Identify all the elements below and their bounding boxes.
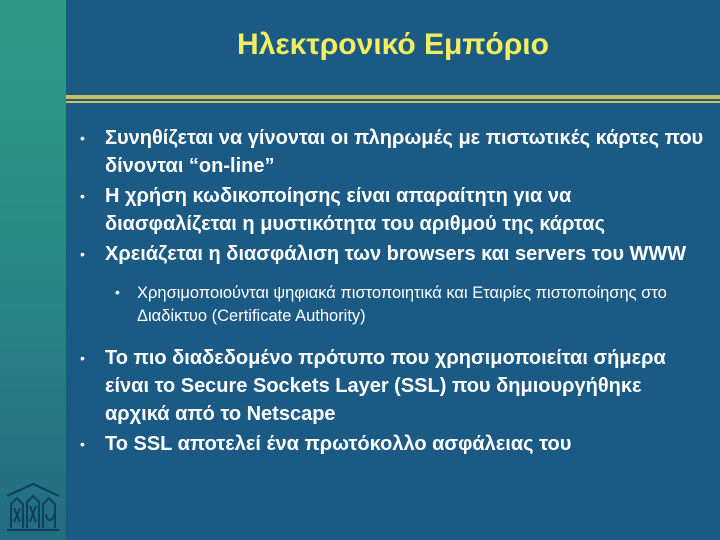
bullet-item bbox=[80, 344, 705, 428]
title-divider bbox=[66, 95, 720, 99]
building-logo-icon bbox=[4, 478, 62, 536]
bullet-item bbox=[80, 240, 705, 268]
bullet-text: Συνηθίζεται να γίνονται οι πληρωμές με πιστωτικές κάρτες που δίνονται “on-line” bbox=[105, 127, 704, 177]
bullet-text: Χρειάζεται η διασφάλιση των browsers και servers του WWW bbox=[105, 243, 687, 265]
sub-bullet-text: Χρησιμοποιούνται ψηφιακά πιστοποιητικά και Εταιρίες πιστοποίησης στο Διαδίκτυο (Certificate Authority) bbox=[137, 284, 667, 325]
bullet-text: Το SSL αποτελεί ένα πρωτόκολλο ασφάλειας του bbox=[105, 433, 572, 455]
bullet-dot: • bbox=[80, 188, 85, 204]
bullet-item bbox=[80, 124, 705, 180]
bullet-dot: • bbox=[115, 284, 120, 300]
bullet-dot: • bbox=[80, 246, 85, 262]
slide-title: Ηλεκτρονικό Εμπόριο bbox=[237, 28, 549, 61]
bullet-dot: • bbox=[80, 436, 85, 452]
bullet-dot: • bbox=[80, 130, 85, 146]
title-divider-thin bbox=[66, 101, 720, 103]
sub-bullet-item bbox=[115, 282, 705, 328]
left-band bbox=[0, 0, 66, 540]
bullet-item bbox=[80, 430, 705, 458]
bullet-item bbox=[80, 182, 705, 238]
bullet-text: Η χρήση κωδικοποίησης είναι απαραίτητη για να διασφαλίζεται η μυστικότητα του αριθμού της κάρτας bbox=[105, 185, 605, 235]
slide-body bbox=[80, 124, 705, 460]
bullet-dot: • bbox=[80, 350, 85, 366]
bullet-text: Το πιο διαδεδομένο πρότυπο που χρησιμοποιείται σήμερα είναι το Secure Sockets Layer (SSL) που δημιουργήθηκε αρχικά από το Netscape bbox=[105, 347, 666, 425]
